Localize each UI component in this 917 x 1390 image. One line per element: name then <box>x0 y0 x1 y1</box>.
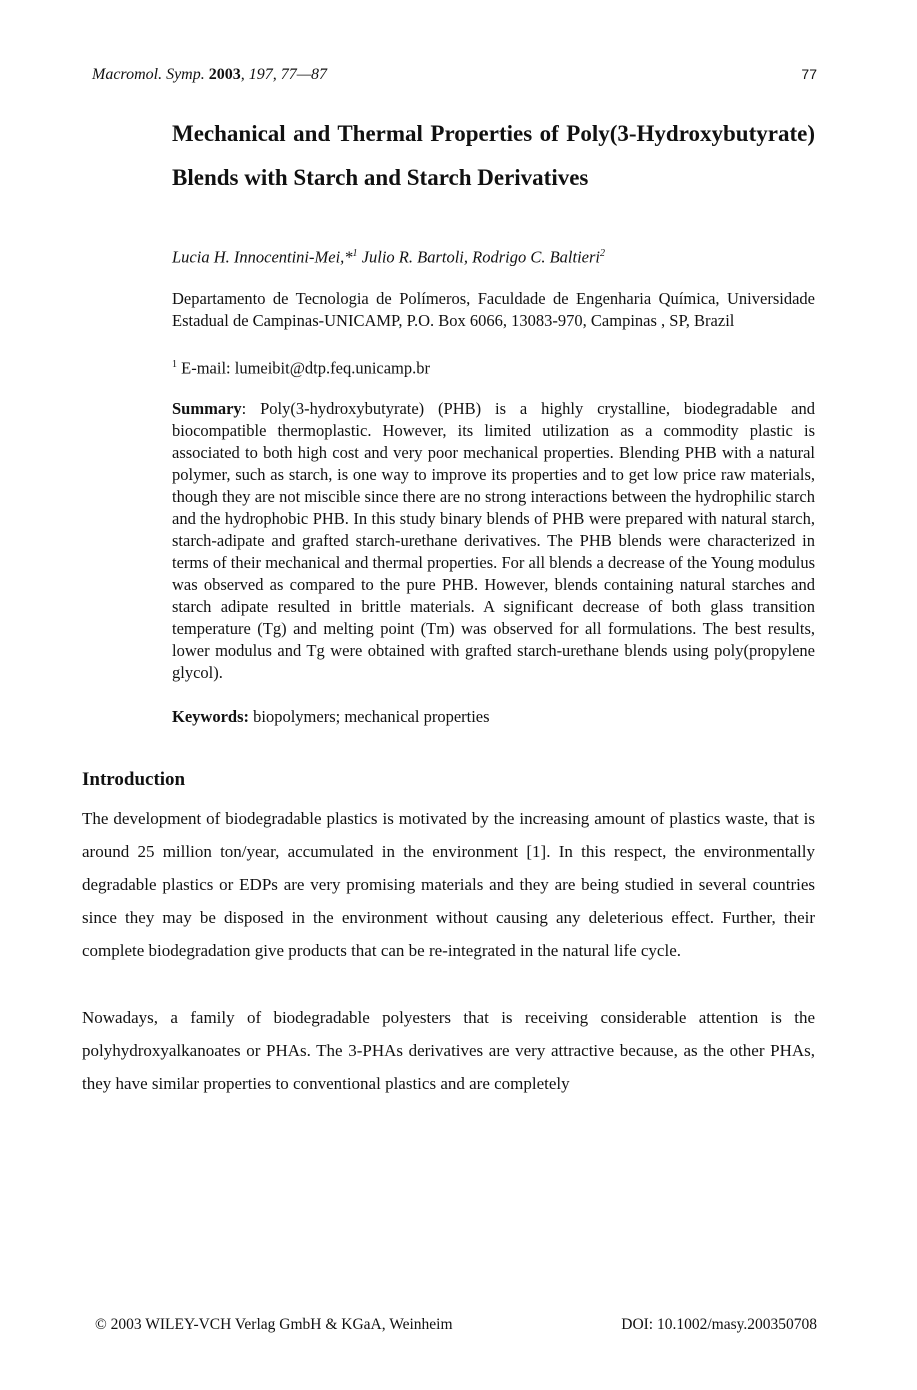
journal-volume-pages: , 197, 77—87 <box>240 66 327 83</box>
author-primary: Lucia H. Innocentini-Mei,* <box>172 247 353 267</box>
abstract <box>172 398 815 684</box>
affiliation: Departamento de Tecnologia de Polímeros, Faculdade de Engenharia Química, Universidade Estadual de Campinas-UNICAMP, P.O. Box 6066, 13083-970, Campinas , SP, Brazil <box>172 289 815 330</box>
author-coauthors-affil-mark: 2 <box>600 248 605 259</box>
keywords <box>172 706 815 728</box>
keywords-text: biopolymers; mechanical properties <box>249 707 490 726</box>
email-footnote-mark: 1 <box>172 359 177 370</box>
paper-title: Mechanical and Thermal Properties of Poly(3-Hydroxybutyrate) Blends with Starch and Starch Derivatives <box>172 121 815 190</box>
author-coauthors: Julio R. Bartoli, Rodrigo C. Baltieri <box>357 247 600 267</box>
keywords-label: Keywords: <box>172 707 249 726</box>
body-paragraph: Nowadays, a family of biodegradable polyesters that is receiving considerable attention is the polyhydroxyalkanoates or PHAs. The 3-PHAs derivatives are very attractive because, as the other PHAs, they have similar properties to conventional plastics and are completely <box>82 1008 815 1093</box>
journal-citation <box>92 66 327 84</box>
journal-year: 2003 <box>208 66 241 83</box>
abstract-label: Summary <box>172 399 242 418</box>
copyright-notice: © 2003 WILEY-VCH Verlag GmbH & KGaA, Weinheim <box>95 1316 453 1333</box>
journal-name: Macromol. Symp. <box>92 66 205 83</box>
author-list <box>172 243 815 269</box>
doi: DOI: 10.1002/masy.200350708 <box>621 1316 817 1333</box>
email-text: E-mail: lumeibit@dtp.feq.unicamp.br <box>177 358 431 378</box>
running-header <box>92 66 817 88</box>
author-email <box>172 354 815 380</box>
author-primary-affil-mark: 1 <box>352 248 358 259</box>
section-heading-introduction: Introduction <box>82 769 186 790</box>
page-number: 77 <box>801 66 817 82</box>
body-paragraph: The development of biodegradable plastics is motivated by the increasing amount of plastics waste, that is around 25 million ton/year, accumulated in the environment [1]. In this respect, the environmentally degradable plastics or EDPs are very promising materials and they are being studied in several countries since they may be disposed in the environment without causing any deleterious effect. Further, their complete biodegradation give products that can be re-integrated in the natural life cycle. <box>82 809 815 960</box>
abstract-text: : Poly(3-hydroxybutyrate) (PHB) is a highly crystalline, biodegradable and biocompatible thermoplastic. However, its limited utilization as a commodity plastic is associated to both high cost and very poor mechanical properties. Blending PHB with a natural polymer, such as starch, is one way to improve its properties and to get low price raw materials, though they are not miscible since there are no strong interactions between the hydrophilic starch and the hydrophobic PHB. In this study binary blends of PHB were prepared with natural starch, starch-adipate and grafted starch-urethane derivatives. The PHB blends were characterized in terms of their mechanical and thermal properties. For all blends a decrease of the Young modulus was observed as compared to the pure PHB. However, blends containing natural starches and starch adipate resulted in brittle materials. A significant decrease of both glass transition temperature (Tg) and melting point (Tm) was observed for all formulations. The best results, lower modulus and Tg were obtained with grafted starch-urethane blends using poly(propylene glycol). <box>172 399 815 682</box>
